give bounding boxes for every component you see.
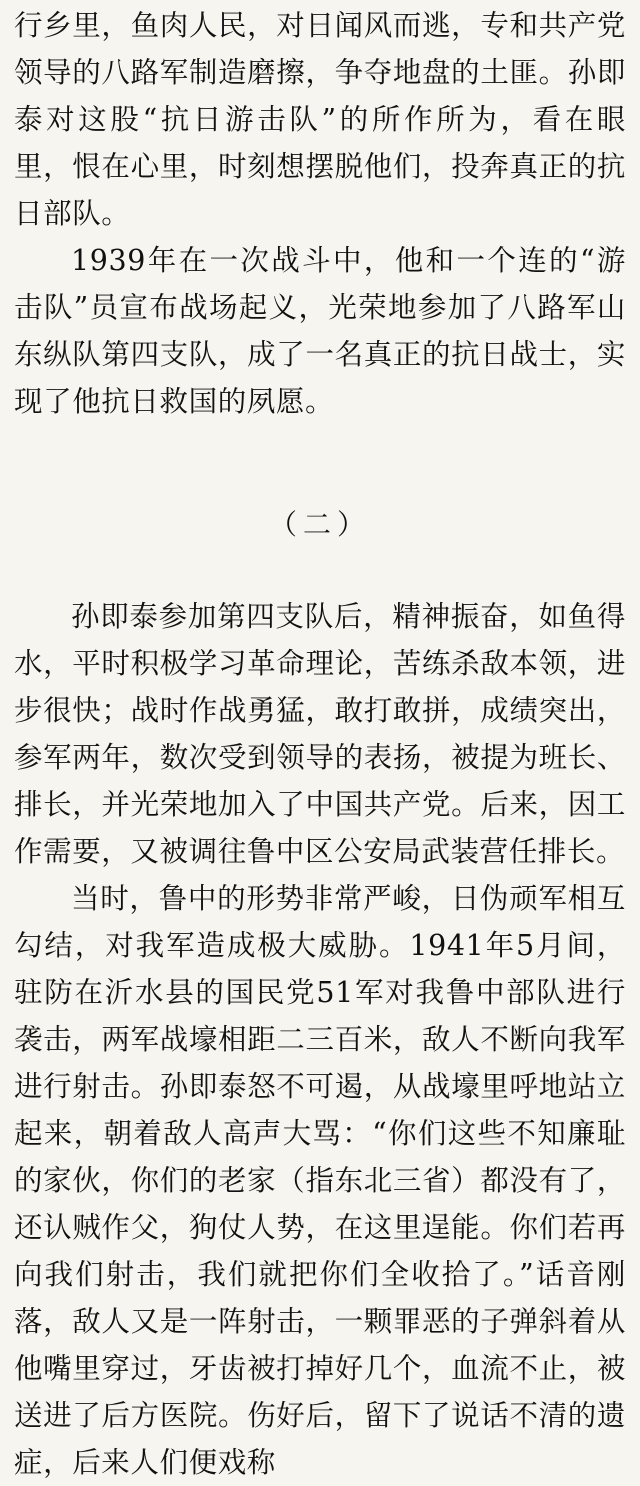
section-heading: （二） xyxy=(268,508,371,541)
paragraph-fourth-detachment: 孙即泰参加第四支队后，精神振奋，如鱼得水，平时积极学习革命理论，苦练杀敌本领，进步很快；战时作战勇猛，敢打敢拼，成绩突出，参军两年，数次受到领导的表扬，被提为班长、排长，并光荣地加入了中国共产党。后来，因工作需要，又被调往鲁中区公安局武装营任排长。 xyxy=(14,600,626,868)
paragraph-1941-battle: 当时，鲁中的形势非常严峻，日伪顽军相互勾结，对我军造成极大威胁。1941年5月间，驻防在沂水县的国民党51军对我鲁中部队进行袭击，两军战壕相距二三百米，敌人不断向我军进行射击。孙即泰怒不可遏，从战壕里呼地站立起来，朝着敌人高声大骂：“你们这些不知廉耻的家伙，你们的老家（指东北三省）都没有了，还认贼作父，狗仗人势，在这里逞能。你们若再向我们射击，我们就把你们全收拾了。”话音刚落，敌人又是一阵射击，一颗罪恶的子弹斜着从他嘴里穿过，牙齿被打掉好几个，血流不止，被送进了后方医院。伤好后，留下了说话不清的遗症，后来人们便戏称 xyxy=(14,882,626,1479)
paragraph-continued: 行乡里，鱼肉人民，对日闻风而逃，专和共产党领导的八路军制造磨擦，争夺地盘的土匪。孙即泰对这股“抗日游击队”的所作所为，看在眼里，恨在心里，时刻想摆脱他们，投奔真正的抗日部队。 xyxy=(14,9,626,230)
paragraph-1939-uprising: 1939年在一次战斗中，他和一个连的“游击队”员宣布战场起义，光荣地参加了八路军山东纵队第四支队，成了一名真正的抗日战士，实现了他抗日救国的夙愿。 xyxy=(14,244,626,418)
